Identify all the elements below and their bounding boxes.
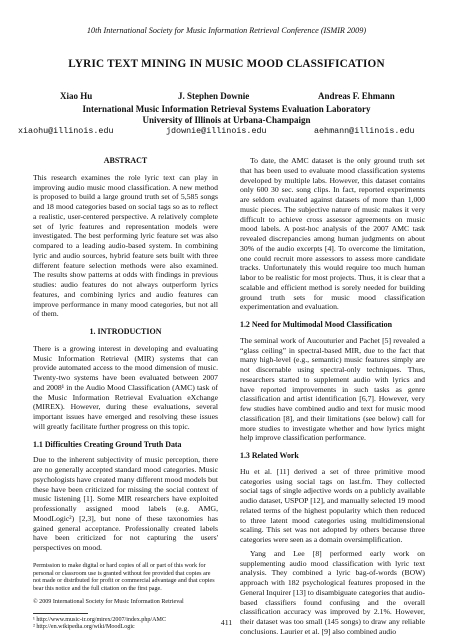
subsection-text: Hu et al. [11] derived a set of three primitive mood categories using social tags on last.fm. They collected social tags of single adjective words on a publicly available audio dataset, USPOP [12], and manually selected 19 mood related terms of the highest popularity which then reduced to three latent mood categories using multidimensional scaling. This set was not adopted by others because three categories were seen as a domain oversimplification.	[240, 466, 425, 544]
footnote[interactable]: ² http://en.wikipedia.org/wiki/MoodLogic	[33, 624, 135, 631]
affiliation-line: University of Illinois at Urbana-Champaign	[142, 115, 311, 125]
conference-header: 10th International Society for Music Information Retrieval Conference (ISMIR 2009)	[86, 26, 367, 35]
introduction-heading: 1. INTRODUCTION	[89, 327, 162, 336]
subsection-text: Due to the inherent subjectivity of music perception, there are no generally accepted standard mood categories. Music psychologists have created many different mood models but these have been criticized for missing the social context of music listening [1]. Some MIR researchers have exploited professionally assigned mood labels (e.g. AMG, MoodLogic²) [2,3], but none of these taxonomies has gained general acceptance. Professionally created labels have been criticized for not capturing the users' perspectives on mood.	[33, 455, 218, 552]
introduction-text: There is a growing interest in developing and evaluating Music Information Retrieval (MIR) systems that can provide automated access to the mood dimension of music. Twenty-two systems have been evaluated between 2007 and 2008¹ in the Audio Mood Classification (AMC) task of the Music Information Retrieval Evaluation eXchange (MIREX). However, during these evaluations, several important issues have emerged and resolving these issues will greatly facilitate further progress on this topic.	[33, 343, 218, 431]
subsection-heading: 1.1 Difficulties Creating Ground Truth Data	[33, 439, 182, 449]
paper-title: LYRIC TEXT MINING IN MUSIC MOOD CLASSIFICATION	[68, 58, 385, 70]
copyright-notice: © 2009 International Society for Music Information Retrieval	[33, 598, 184, 605]
footnote[interactable]: ¹ http://www.music-ir.org/mirex/2007/index.php/AMC	[33, 616, 167, 623]
author-email[interactable]: aehmann@illinois.edu	[314, 126, 415, 136]
left-column	[33, 156, 218, 632]
page-number: 411	[220, 618, 233, 627]
affiliation-line: International Music Information Retrieval Systems Evaluation Laboratory	[82, 104, 371, 114]
body-paragraph: Yang and Lee [8] performed early work on supplementing audio mood classification with lyric text analysis. They combined a lyric bag-of-words (BOW) approach with 182 psychological features proposed in the General Inquirer [13] to disambiguate categories that audio-based classifiers found confusing and the overall classification accuracy was improved by 2.1%. However, their dataset was too small (145 songs) to draw any reliable conclusions. Laurier et al. [9] also combined audio	[240, 548, 425, 636]
subsection-text: The seminal work of Aucouturier and Pachet [5] revealed a “glass ceiling” in spectral-based MIR, due to the fact that many high-level (e.g., semantic) music features simply are not discernable using spectral-only techniques. Thus, researchers started to supplement audio with lyrics and have reported improvements in such tasks as genre classification and artist identification [6,7]. However, very few studies have combined audio and text for music mood classification [8], and their limitations (see below) call for more studies to investigate whether and how lyrics might help improve classification performance.	[240, 335, 425, 443]
author-email[interactable]: xiaohu@illinois.edu	[18, 126, 114, 136]
author-name: Andreas F. Ehmann	[318, 91, 395, 101]
author-name: J. Stephen Downie	[178, 91, 250, 101]
abstract-heading: ABSTRACT	[103, 156, 148, 165]
right-column	[240, 156, 425, 637]
permission-notice: Permission to make digital or hard copies of all or part of this work for personal or classroom use is granted without fee provided that copies are not made or distributed for profit or commercial advantage and that copies bear this notice and the full citation on the first page.	[33, 562, 215, 593]
body-paragraph: To date, the AMC dataset is the only ground truth set that has been used to evaluate mood classification systems developed by multiple labs. However, this dataset contains only 600 30 sec. song clips. In fact, reported experiments are seldom evaluated against datasets of more than 1,000 music pieces. The subjective nature of music makes it very difficult to achieve cross assessor agreements on music mood labels. A post-hoc analysis of the 2007 AMC task revealed discrepancies among human judgments on about 30% of the audio excerpts [4]. To overcome the limitation, one could recruit more assessors to assess more candidate tracks. Unfortunately this would require too much human labor to be realistic for most projects. Thus, it is clear that a scalable and efficient method is sorely needed for building ground truth sets for music mood classification experimentation and evaluation.	[240, 156, 425, 312]
abstract-text: This research examines the role lyric text can play in improving audio music mood classification. A new method is proposed to build a large ground truth set of 5,585 songs and 18 mood categories based on social tags so as to reflect a realistic, user-centered perspective. A relatively complete set of lyric features and representation models were investigated. The best performing lyric feature set was also compared to a leading audio-based system. In combining lyric and audio sources, hybrid feature sets built with three different feature selection methods were also examined. The results show patterns at odds with findings in previous studies: audio features do not always outperform lyrics features, and combining lyrics and audio features can improve performance in many mood categories, but not all of them.	[33, 172, 218, 319]
subsection-heading: 1.2 Need for Multimodal Mood Classification	[240, 320, 392, 329]
affiliation	[0, 104, 453, 126]
author-email[interactable]: jdownie@illinois.edu	[166, 126, 267, 136]
footnote-rule	[33, 613, 88, 614]
author-name: Xiao Hu	[60, 91, 93, 101]
subsection-heading: 1.3 Related Work	[240, 451, 299, 460]
